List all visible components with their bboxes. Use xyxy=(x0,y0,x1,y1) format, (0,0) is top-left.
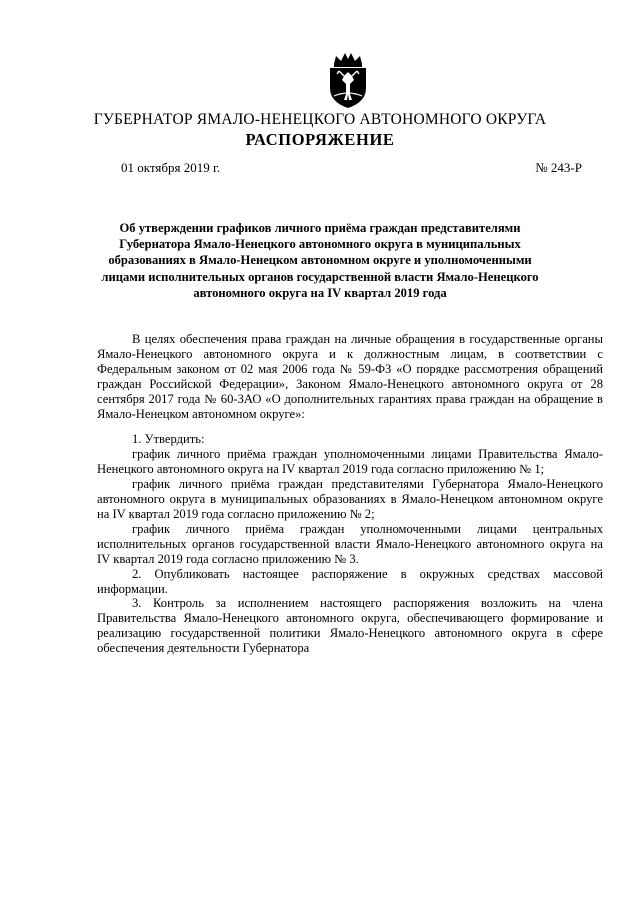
item-3: 3. Контроль за исполнением настоящего распоряжения возложить на члена Правительства Ямало-Ненецкого автономного округа, обеспечивающего формирование и реализацию государственной политики Ямало-Ненецкого автономного округа в сфере обеспечения деятельности Губернатора xyxy=(97,596,603,656)
document-number: № 243-Р xyxy=(535,160,582,175)
preamble-paragraph: В целях обеспечения права граждан на личные обращения в государственные органы Ямало-Ненецкого автономного округа и к должностным лицам, в соответствии с Федеральным законом от 02 мая 2006 года № 59-ФЗ «О порядке рассмотрения обращений граждан Российской Федерации», Законом Ямало-Ненецкого автономного округа от 28 сентября 2017 года № 60-ЗАО «О дополнительных гарантиях права граждан на обращение в Ямало-Ненецком автономном округе»: xyxy=(97,332,603,421)
item-1a: график личного приёма граждан уполномоченными лицами Правительства Ямало-Ненецкого автономного округа на IV квартал 2019 года согласно приложению № 1; xyxy=(97,447,603,477)
document-type: РАСПОРЯЖЕНИЕ xyxy=(245,130,395,149)
item-2: 2. Опубликовать настоящее распоряжение в окружных средствах массовой информации. xyxy=(97,566,603,596)
document-date: 01 октября 2019 г. xyxy=(121,160,221,175)
item-1: 1. Утвердить: xyxy=(132,432,205,447)
document-title: Об утверждении графиков личного приёма граждан представителями Губернатора Ямало-Ненецкого автономного округа в муниципальных образованиях в Ямало-Ненецком автономном округе и уполномоченными лицами исполнительных органов государственной власти Ямало-Ненецкого автономного округа на IV квартал 2019 года xyxy=(101,221,539,300)
issuing-authority: ГУБЕРНАТОР ЯМАЛО-НЕНЕЦКОГО АВТОНОМНОГО ОКРУГА xyxy=(93,111,547,128)
item-1b: график личного приёма граждан представителями Губернатора Ямало-Ненецкого автономного округа в муниципальных образованиях в Ямало-Ненецком автономном округе на IV квартал 2019 года согласно приложению № 2; xyxy=(97,477,603,521)
item-1c: график личного приёма граждан уполномоченными лицами центральных исполнительных органов государственной власти Ямало-Ненецкого автономного округа на IV квартал 2019 года согласно приложению № 3. xyxy=(97,521,603,566)
coat-of-arms-icon xyxy=(322,50,374,110)
document-body xyxy=(97,332,603,656)
